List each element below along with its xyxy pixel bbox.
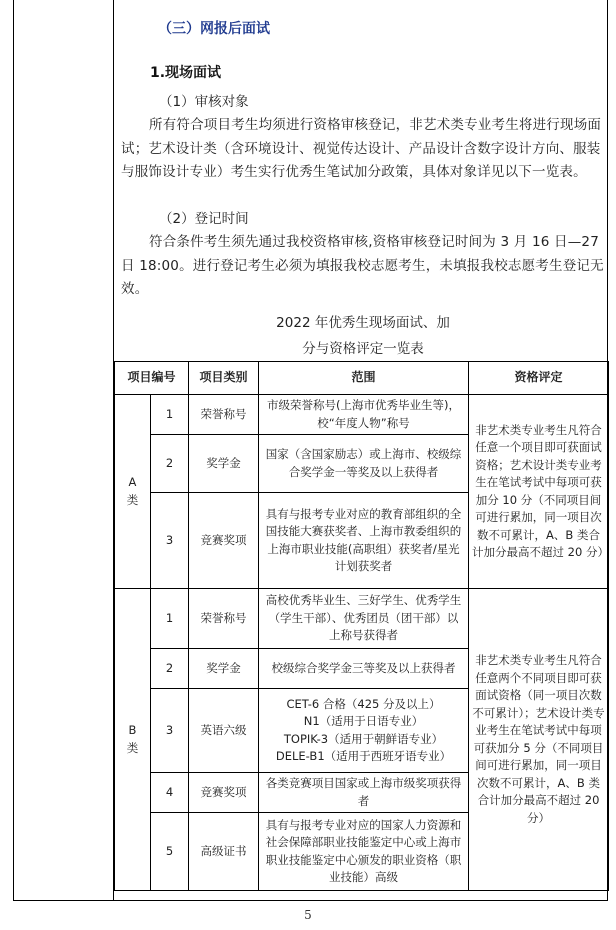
row-category: 奖学金 <box>189 435 259 493</box>
table-row <box>115 589 609 649</box>
row-scope: 市级荣誉称号(上海市优秀毕业生等)，校“年度人物”称号 <box>259 395 469 435</box>
row-scope <box>259 689 469 773</box>
section-heading: （三）网报后面试 <box>158 21 270 37</box>
group-a-evaluation: 非艺术类专业考生凡符合任意一个项目即可获面试资格；艺术设计类专业考生在笔试考试中每项可获加分 10 分（不同项目间可进行累加，同一项目次数不可累计，A、B 类合计加分最高不超过 20 分） <box>469 395 609 589</box>
evaluation-table <box>114 361 609 891</box>
row-category: 英语六级 <box>189 689 259 773</box>
row-number: 2 <box>151 649 189 689</box>
subsection-heading: 1.现场面试 <box>150 65 222 81</box>
scope-line: N1（适用于日语专业） <box>303 714 424 728</box>
scope-line: CET-6 合格（425 分及以上） <box>286 696 441 711</box>
row-category: 荣誉称号 <box>189 395 259 435</box>
row-number: 5 <box>151 813 189 891</box>
table-caption-line1: 2022 年优秀生现场面试、加 <box>276 315 450 331</box>
frame-left-line <box>13 0 14 900</box>
row-scope: 各类竞赛项目国家或上海市级奖项获得者 <box>259 773 469 813</box>
registration-time-heading: （2）登记时间 <box>159 211 249 227</box>
row-number: 2 <box>151 435 189 493</box>
group-b-label: B类 <box>115 589 151 891</box>
table-caption <box>118 310 608 362</box>
audit-target-paragraph: 所有符合项目考生均须进行资格审核登记，非艺术类专业考生将进行现场面试；艺术设计类（含环境设计、视觉传达设计、产品设计含数字设计方向、服装与服饰设计专业）考生实行优秀生笔试加分政策，具体对象详见以下一览表。 <box>121 117 602 180</box>
table-row <box>115 395 609 435</box>
header-item-number: 项目编号 <box>115 362 189 395</box>
row-category: 竞赛奖项 <box>189 773 259 813</box>
scope-line: DELE-B1（适用于西班牙语专业） <box>275 749 452 763</box>
header-item-category: 项目类别 <box>189 362 259 395</box>
table-caption-line2: 分与资格评定一览表 <box>302 341 424 357</box>
row-scope: 具有与报考专业对应的国家人力资源和社会保障部职业技能鉴定中心或上海市职业技能鉴定中心颁发的职业资格（职业技能）高级 <box>259 813 469 891</box>
header-evaluation: 资格评定 <box>469 362 609 395</box>
header-scope: 范围 <box>259 362 469 395</box>
row-scope: 校级综合奖学金三等奖及以上获得者 <box>259 649 469 689</box>
page-number: 5 <box>304 908 312 922</box>
audit-target-heading: （1）审核对象 <box>159 94 249 110</box>
row-number: 1 <box>151 589 189 649</box>
scope-line: TOPIK-3（适用于朝鲜语专业） <box>283 731 444 746</box>
row-category: 竞赛奖项 <box>189 493 259 589</box>
row-category: 奖学金 <box>189 649 259 689</box>
row-category: 高级证书 <box>189 813 259 891</box>
group-a-label: A类 <box>115 395 151 589</box>
row-scope: 高校优秀毕业生、三好学生、优秀学生（学生干部）、优秀团员（团干部）以上称号获得者 <box>259 589 469 649</box>
table-header-row <box>115 362 609 395</box>
row-number: 3 <box>151 493 189 589</box>
row-scope: 国家（含国家励志）或上海市、校级综合奖学金一等奖及以上获得者 <box>259 435 469 493</box>
row-scope: 具有与报考专业对应的教育部组织的全国技能大赛获奖者、上海市教委组织的上海市职业技能(高职组）获奖者/星光计划获奖者 <box>259 493 469 589</box>
frame-bottom-line <box>13 900 608 901</box>
registration-time-paragraph: 符合条件考生须先通过我校资格审核,资格审核登记时间为 3 月 16 日—27 日 18:00。进行登记考生必须为填报我校志愿考生，未填报我校志愿考生登记无效。 <box>121 234 604 297</box>
row-number: 3 <box>151 689 189 773</box>
row-number: 4 <box>151 773 189 813</box>
group-b-evaluation: 非艺术类专业考生凡符合任意两个不同项目即可获面试资格（同一项目次数不可累计）；艺术设计类专业考生在笔试考试中每项可获加分 5 分（不同项目间可进行累加，同一项目次数不可累计，A、B 类合计加分最高不超过 20 分） <box>469 589 609 891</box>
row-number: 1 <box>151 395 189 435</box>
row-category: 荣誉称号 <box>189 589 259 649</box>
